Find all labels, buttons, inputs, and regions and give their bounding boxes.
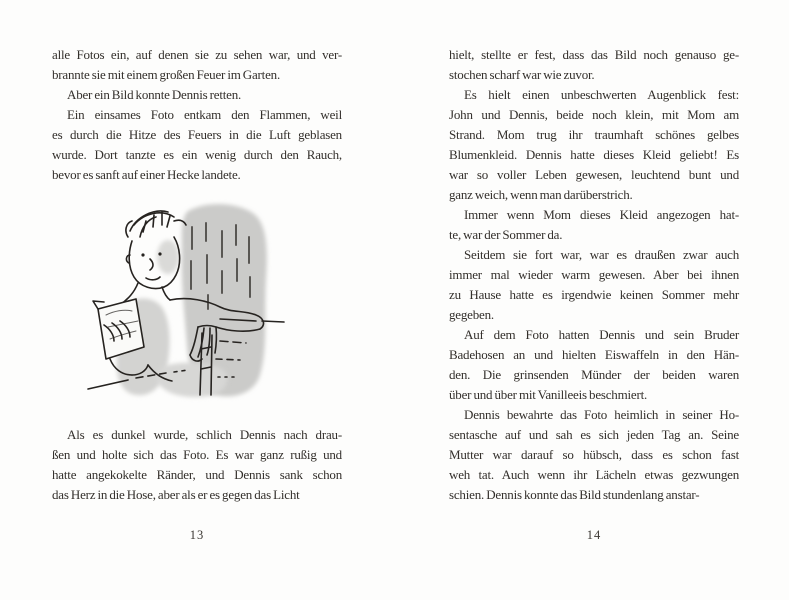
text-line: über und über mit Vanilleeis beschmiert. (449, 387, 648, 402)
text-line: Strand. Mom trug ihr traumhaft schönes gelbes (449, 127, 739, 142)
page-number-left: 13 (189, 528, 205, 542)
page-left-bottom-text (52, 425, 342, 505)
text-line: brannte sie mit einem großen Feuer im Garten. (52, 67, 281, 82)
text-line: den. Die grinsenden Münder der beiden waren (449, 367, 739, 382)
text-line: ßen und holte sich das Foto. Es war ganz rußig und (52, 447, 342, 462)
page-right-text (449, 45, 739, 505)
page-left-top-text (52, 45, 342, 185)
text-line: wurde. Dort tanzte es ein wenig durch den Rauch, (52, 147, 342, 162)
text-line: John und Dennis, beide noch klein, mit Mom am (449, 107, 739, 122)
text-line: Mutter war darauf so hübsch, dass es schon fast (449, 447, 739, 462)
text-line: bevor es sanft auf einer Hecke landete. (52, 167, 241, 182)
text-line: Blumenkleid. Dennis hatte dieses Kleid geliebt! Es (449, 147, 739, 162)
text-line: immer mal wieder warm gewesen. Aber bei ihnen (449, 267, 739, 282)
text-line: war so voller Leben gewesen, leuchtend bunt und (449, 167, 739, 182)
text-line: alle Fotos ein, auf denen sie zu sehen war, und ver- (52, 47, 342, 62)
text-line: es durch die Hitze des Feuers in die Luft geblasen (52, 127, 342, 142)
text-line: Immer wenn Mom dieses Kleid angezogen hat- (464, 207, 739, 222)
text-line: weh tat. Auch wenn ihr Lächeln etwas gezwungen (449, 467, 739, 482)
text-line: hielt, stellte er fest, dass das Bild noch genauso ge- (449, 47, 739, 62)
text-line: Auf dem Foto hatten Dennis und sein Bruder (464, 327, 739, 342)
text-line: Als es dunkel wurde, schlich Dennis nach drau- (67, 427, 342, 442)
text-line: Seitdem sie fort war, war es draußen zwar auch (464, 247, 739, 262)
text-line: Badehosen an und hielten Eiswaffeln in den Hän- (449, 347, 739, 362)
text-line: schien. Dennis konnte das Bild stundenlang anstar- (449, 487, 700, 502)
text-line: hatte angekokelte Ränder, und Dennis sank schon (52, 467, 342, 482)
page-left (52, 45, 342, 555)
text-line: sentasche auf und sah es sich jeden Tag an. Seine (449, 427, 739, 442)
text-line: Ein einsames Foto entkam den Flammen, weil (67, 107, 342, 122)
text-line: gegeben. (449, 307, 494, 322)
text-line: Aber ein Bild konnte Dennis retten. (67, 87, 242, 102)
face-shade-wash (157, 240, 179, 274)
page-right (449, 45, 739, 555)
text-line: te, war der Sommer da. (449, 227, 563, 242)
text-line: das Herz in die Hose, aber als er es gegen das Licht (52, 487, 300, 502)
illustration-dennis-with-photo (70, 197, 305, 407)
ink-wash-drawing (70, 197, 305, 407)
page-number-right: 14 (586, 528, 602, 542)
text-line: Es hielt einen unbeschwerten Augenblick fest: (464, 87, 739, 102)
text-line: Dennis bewahrte das Foto heimlich in seiner Ho- (464, 407, 739, 422)
text-line: ganz weich, wenn man darüberstrich. (449, 187, 633, 202)
text-line: stochen scharf war wie zuvor. (449, 67, 595, 82)
text-line: zu Hause hatte es irgendwie keinen Sommer mehr (449, 287, 739, 302)
